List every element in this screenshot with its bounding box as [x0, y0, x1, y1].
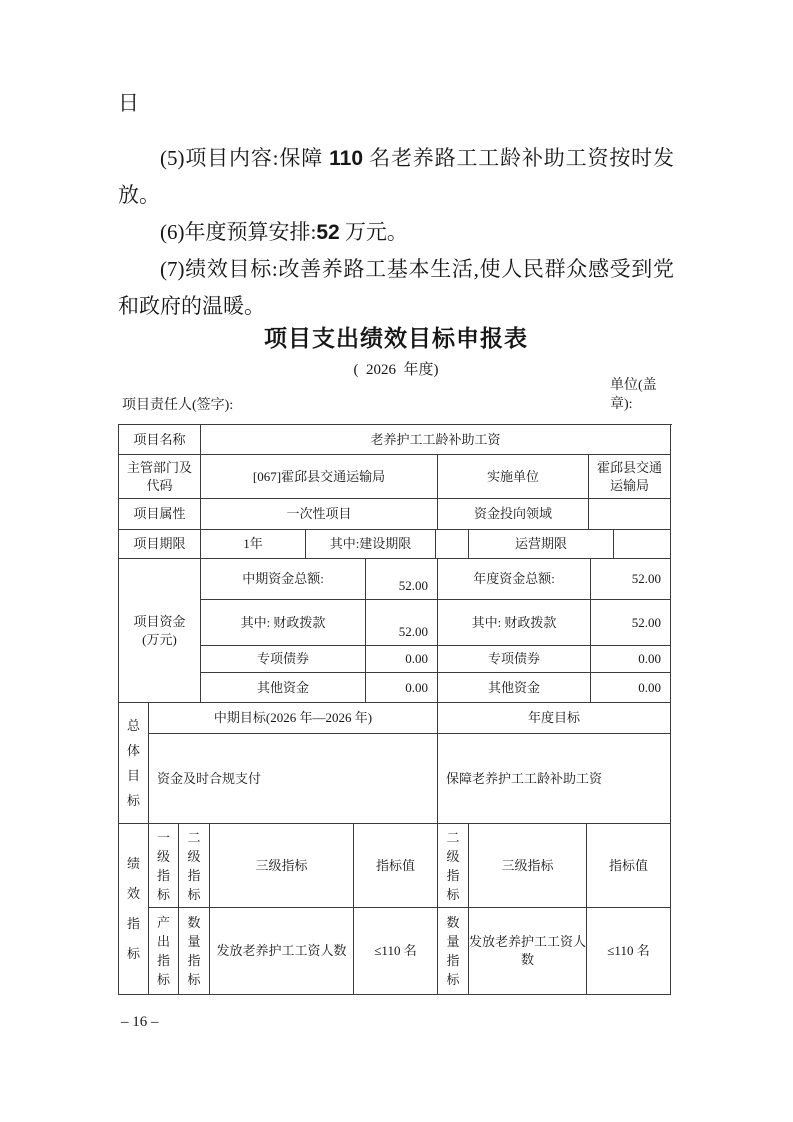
overall-goal-label-text: 总体目标: [126, 718, 140, 808]
signature-row: [122, 372, 674, 414]
level1-header: [149, 824, 179, 908]
mid-total-value: 52.00: [366, 559, 438, 600]
performance-header-row: [149, 824, 671, 908]
signer-label: 项目责任人(签字):: [122, 398, 234, 413]
level2-cell-left-text: 数量指标: [187, 915, 201, 987]
level3-cell-left: 发放老养护工工资人数: [210, 908, 354, 995]
value-cell-left: ≤110 名: [354, 908, 438, 995]
attribute-value: 一次性项目: [201, 499, 438, 530]
table-row-attribute: [119, 499, 672, 530]
department-label: 主管部门及代码: [119, 455, 201, 499]
department-value: [067]霍邱县交通运输局: [201, 455, 438, 499]
mid-goal-value: 资金及时合规支付: [149, 734, 438, 824]
value-cell-right: ≤110 名: [587, 908, 671, 995]
operate-period-label: 运营期限: [469, 530, 614, 559]
level2-header-right: [438, 824, 469, 908]
paragraph-7: (7)绩效目标:改善养路工基本生活,使人民群众感受到党和政府的温暖。: [118, 257, 674, 318]
performance-section: [119, 824, 672, 995]
page-number: – 16 –: [121, 1014, 159, 1030]
year-bond-label: 专项债券: [438, 646, 591, 673]
level1-cell-text: 产出指标: [156, 915, 170, 987]
invest-field-label: 资金投向领域: [438, 499, 589, 530]
form-year-line: ( 2026 年度): [353, 362, 439, 378]
mid-fiscal-value: 52.00: [366, 600, 438, 646]
performance-label-text: 绩效指标: [126, 856, 140, 961]
year-total-label: 年度资金总额:: [438, 559, 591, 600]
mid-bond-label: 专项债券: [201, 646, 366, 673]
mid-bond-value: 0.00: [366, 646, 438, 673]
value-header-right: 指标值: [587, 824, 671, 908]
level1-header-text: 一级指标: [156, 829, 170, 902]
funds-row-other: [201, 673, 671, 703]
funds-label: 项目资金(万元): [119, 559, 201, 703]
stray-line: 日: [118, 91, 139, 115]
mid-fiscal-label: 其中: 财政拨款: [201, 600, 366, 646]
overall-goal-label: [119, 703, 149, 824]
mid-other-label: 其他资金: [201, 673, 366, 703]
year-bond-value: 0.00: [591, 646, 671, 673]
level2-header-left-text: 二级指标: [187, 829, 201, 902]
table-row-period: [119, 530, 672, 559]
implement-unit-label: 实施单位: [438, 455, 589, 499]
value-header-left: 指标值: [354, 824, 438, 908]
paragraph-5-number: 110: [329, 147, 364, 170]
year-fiscal-label: 其中: 财政拨款: [438, 600, 591, 646]
performance-data-row: [149, 908, 671, 995]
level2-cell-left: [179, 908, 210, 995]
funds-row-bond: [201, 646, 671, 673]
year-goal-value: 保障老养护工工龄补助工资: [438, 734, 671, 824]
performance-target-table: [118, 424, 672, 995]
form-title: 项目支出绩效目标申报表: [264, 326, 528, 351]
funds-rows: [201, 559, 671, 703]
project-name-label: 项目名称: [119, 425, 201, 455]
body-paragraphs: [118, 124, 674, 325]
build-period-label: 其中:建设期限: [306, 530, 436, 559]
table-row-department: [119, 455, 672, 499]
overall-goal-rows: [149, 703, 671, 824]
year-goal-header: 年度目标: [438, 703, 671, 734]
year-total-value: 52.00: [591, 559, 671, 600]
funds-row-total: [201, 559, 671, 600]
period-value: 1年: [201, 530, 306, 559]
paragraph-6-text: (6)年度预算安排:: [160, 220, 317, 244]
level3-header-right: 三级指标: [469, 824, 587, 908]
level2-header-right-text: 二级指标: [446, 829, 460, 902]
level2-cell-right-text: 数量指标: [446, 915, 460, 987]
year-fiscal-value: 52.00: [591, 600, 671, 646]
funds-section: [119, 559, 672, 703]
build-period-value: [436, 530, 469, 559]
overall-goal-header-row: [149, 703, 671, 734]
mid-total-label: 中期资金总额:: [201, 559, 366, 600]
paragraph-5-tail: 名老养路工工龄补助工资按时发放。: [118, 146, 675, 207]
paragraph-5-text: (5)项目内容:保障: [160, 146, 330, 170]
level3-cell-right: 发放老养护工工资人数: [469, 908, 587, 995]
mid-goal-header: 中期目标(2026 年—2026 年): [149, 703, 438, 734]
overall-goal-body-row: [149, 734, 671, 824]
performance-label: [119, 824, 149, 995]
attribute-label: 项目属性: [119, 499, 201, 530]
level2-cell-right: [438, 908, 469, 995]
paragraph-6: [118, 214, 674, 251]
mid-other-value: 0.00: [366, 673, 438, 703]
project-name-value: 老养护工工龄补助工资: [201, 425, 671, 455]
level2-header-left: [179, 824, 210, 908]
invest-field-value: [589, 499, 671, 530]
year-other-value: 0.00: [591, 673, 671, 703]
year-other-label: 其他资金: [438, 673, 591, 703]
paragraph-5: [118, 140, 674, 214]
period-label: 项目期限: [119, 530, 201, 559]
funds-row-fiscal: [201, 600, 671, 646]
unit-seal-label: 单位(盖章):: [610, 378, 657, 412]
overall-goal-section: [119, 703, 672, 824]
paragraph-6-number: 52: [316, 221, 340, 244]
paragraph-6-tail: 万元。: [339, 220, 408, 244]
level1-cell: [149, 908, 179, 995]
table-row-project-name: [119, 425, 672, 455]
operate-period-value: [614, 530, 671, 559]
level3-header-left: 三级指标: [210, 824, 354, 908]
performance-rows: [149, 824, 671, 995]
implement-unit-value: 霍邱县交通运输局: [589, 455, 671, 499]
